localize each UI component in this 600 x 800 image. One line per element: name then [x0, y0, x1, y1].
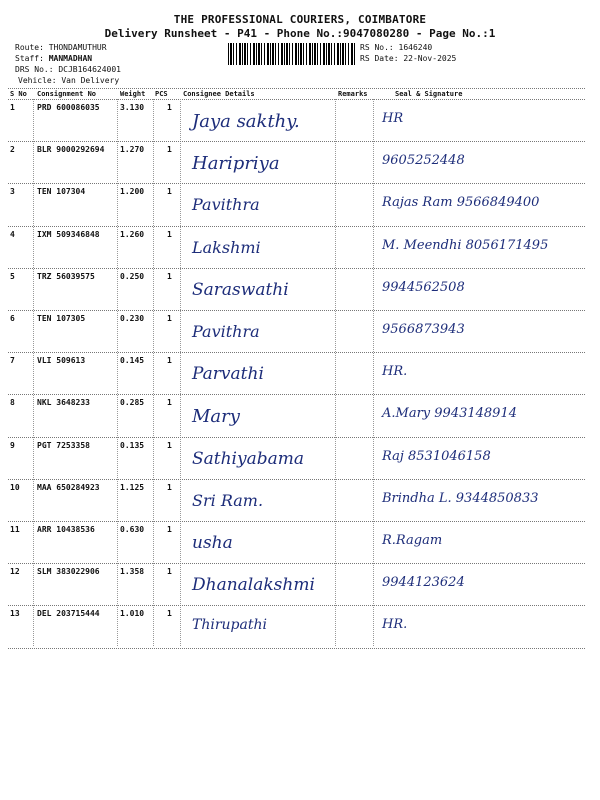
row-consignment-no: TEN 107305: [37, 314, 86, 323]
table-top-line: [8, 88, 585, 89]
row-pcs: 1: [167, 145, 172, 155]
row-consignee-signature: Sathiyabama: [192, 448, 305, 469]
row-weight: 0.135: [120, 440, 145, 450]
row-consignee-signature: Pavithra: [192, 322, 260, 341]
row-consignment-no: VLI 509613: [37, 356, 86, 366]
row-pcs: 1: [167, 567, 172, 577]
row-consignment-no: BLR 9000292694: [37, 145, 105, 155]
row-pcs: 1: [167, 271, 172, 281]
row-seal-signature: R.Ragam: [382, 533, 443, 548]
col-sno: S No: [10, 90, 27, 98]
staff-label: Staff:: [15, 54, 44, 63]
col-seal: Seal & Signature: [395, 90, 463, 98]
row-consignee-signature: Dhanalakshmi: [192, 575, 315, 596]
row-pcs: 1: [167, 103, 172, 112]
row-sno: 13: [10, 609, 20, 619]
row-seal-signature: 9944123624: [382, 575, 465, 591]
row-consignee-signature: Lakshmi: [192, 237, 261, 257]
row-sno: 10: [10, 482, 20, 492]
row-pcs: 1: [167, 187, 172, 197]
row-weight: 0.145: [120, 356, 145, 366]
row-consignee-signature: usha: [192, 533, 233, 553]
row-seal-signature: M. Meendhi 8056171495: [382, 237, 549, 253]
row-consignment-no: MAA 650284923: [37, 482, 100, 492]
row-sno: 12: [10, 567, 20, 577]
row-sno: 4: [10, 229, 15, 239]
row-divider: [8, 310, 585, 311]
row-consignment-no: IXM 509346848: [37, 229, 100, 239]
row-weight: 1.270: [120, 145, 145, 155]
row-seal-signature: Rajas Ram 9566849400: [382, 195, 540, 211]
row-sno: 1: [10, 103, 15, 112]
row-pcs: 1: [167, 525, 172, 534]
row-sno: 2: [10, 145, 15, 155]
row-sno: 8: [10, 398, 15, 408]
row-weight: 1.260: [120, 229, 145, 239]
row-consignee-signature: Parvathi: [192, 364, 264, 385]
row-weight: 0.630: [120, 525, 145, 534]
row-weight: 1.358: [120, 567, 145, 577]
row-consignee-signature: Pavithra: [192, 195, 260, 215]
staff-row: [15, 53, 92, 64]
row-weight: 1.200: [120, 187, 145, 197]
row-seal-signature: HR: [382, 111, 404, 126]
row-consignee-signature: Thirupathi: [192, 617, 267, 634]
row-seal-signature: HR.: [382, 364, 408, 380]
row-weight: 0.250: [120, 271, 145, 281]
row-weight: 0.230: [120, 314, 145, 323]
row-consignment-no: SLM 383022906: [37, 567, 100, 577]
row-pcs: 1: [167, 398, 172, 408]
row-divider: [8, 352, 585, 353]
row-consignment-no: TRZ 56039575: [37, 271, 95, 281]
row-weight: 1.010: [120, 609, 145, 619]
document-title: THE PROFESSIONAL COURIERS, COIMBATORE: [173, 13, 427, 26]
rs-number: RS No.: 1646240: [360, 43, 433, 52]
row-consignment-no: PRD 600086035: [37, 103, 100, 112]
row-seal-signature: 9944562508: [382, 279, 465, 295]
row-divider: [8, 563, 585, 564]
document-subtitle: Delivery Runsheet - P41 - Phone No.:9047080280 - Page No.:1: [104, 27, 496, 40]
row-weight: 0.285: [120, 398, 145, 408]
vehicle-text: Vehicle: Van Delivery: [18, 76, 120, 85]
col-consignee: Consignee Details: [183, 90, 255, 98]
row-seal-signature: 9605252448: [382, 153, 465, 169]
staff-value: MANMADHAN: [48, 54, 93, 63]
route-text: Route: THONDAMUTHUR: [15, 43, 107, 52]
row-seal-signature: A.Mary 9943148914: [382, 406, 517, 422]
drs-number: DRS No.: DCJB164624001: [15, 65, 121, 74]
row-divider: [8, 226, 585, 227]
row-consignee-signature: Sri Ram.: [192, 490, 264, 510]
col-weight: Weight: [120, 90, 146, 98]
row-seal-signature: Raj 8531046158: [382, 448, 491, 464]
table-header-line: [8, 99, 585, 100]
row-pcs: 1: [167, 314, 172, 323]
row-consignment-no: NKL 3648233: [37, 398, 90, 408]
row-seal-signature: 9566873943: [382, 322, 465, 337]
row-sno: 11: [10, 525, 20, 534]
barcode-image: [228, 43, 356, 65]
row-pcs: 1: [167, 482, 172, 492]
row-divider: [8, 521, 585, 522]
row-consignee-signature: Mary: [192, 406, 240, 428]
row-sno: 5: [10, 271, 15, 281]
row-pcs: 1: [167, 356, 172, 366]
row-pcs: 1: [167, 229, 172, 239]
row-seal-signature: HR.: [382, 617, 408, 633]
row-consignee-signature: Haripriya: [192, 153, 280, 175]
rs-date: RS Date: 22-Nov-2025: [360, 54, 457, 63]
row-sno: 7: [10, 356, 15, 366]
row-divider: [8, 437, 585, 438]
row-consignment-no: ARR 10438536: [37, 525, 95, 534]
row-sno: 6: [10, 314, 15, 323]
row-divider: [8, 394, 585, 395]
row-weight: 3.130: [120, 103, 145, 112]
col-remarks: Remarks: [338, 90, 368, 98]
row-divider: [8, 268, 585, 269]
row-consignment-no: DEL 203715444: [37, 609, 100, 619]
row-weight: 1.125: [120, 482, 145, 492]
row-divider: [8, 605, 585, 606]
row-divider: [8, 141, 585, 142]
col-consignment: Consignment No: [37, 90, 97, 98]
row-divider: [8, 648, 585, 649]
row-divider: [8, 183, 585, 184]
col-pcs: PCS: [155, 90, 168, 98]
row-pcs: 1: [167, 609, 172, 619]
row-sno: 3: [10, 187, 15, 197]
row-consignment-no: TEN 107304: [37, 187, 86, 197]
row-consignee-signature: Saraswathi: [192, 279, 289, 300]
row-seal-signature: Brindha L. 9344850833: [382, 490, 539, 506]
row-pcs: 1: [167, 440, 172, 450]
row-consignee-signature: Jaya sakthy.: [192, 111, 300, 132]
row-sno: 9: [10, 440, 15, 450]
row-divider: [8, 479, 585, 480]
row-consignment-no: PGT 7253358: [37, 440, 90, 450]
